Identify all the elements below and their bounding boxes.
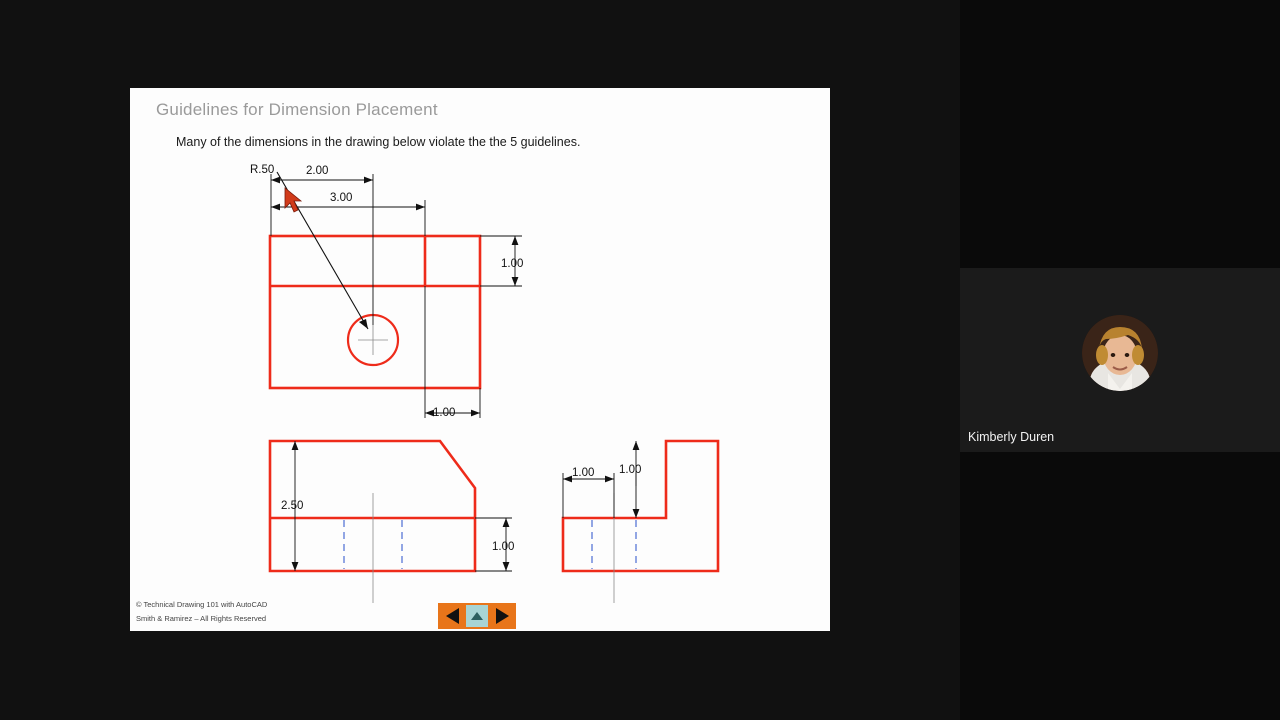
label-dim-3-00: 3.00 [330,192,353,204]
label-dim-2-00: 2.00 [306,165,329,177]
label-dim-1-00-bottom: 1.00 [433,407,456,419]
slide-footer-rights: Smith & Ramirez – All Rights Reserved [136,614,267,623]
label-dim-1-00-side-horizontal: 1.00 [572,467,595,479]
person-avatar-icon [1082,315,1158,391]
next-slide-arrow-icon[interactable] [491,605,513,627]
top-view-geometry [270,236,480,388]
front-view-arrowheads [292,441,510,571]
label-radius: R.50 [250,164,275,176]
side-view-dimensions [563,441,636,518]
slide-title: Guidelines for Dimension Placement [156,100,438,119]
front-view-dimensions [295,441,515,571]
technical-drawing [130,88,830,631]
label-dim-1-00-right: 1.00 [501,258,524,270]
slide-footer-copyright: © Technical Drawing 101 with AutoCAD [136,600,268,609]
side-view-geometry [563,441,718,571]
label-dim-1-00-front: 1.00 [492,541,515,553]
label-dim-1-00-side-vertical: 1.00 [619,464,642,476]
side-view-arrowheads [563,441,642,518]
home-arrow-icon[interactable] [466,605,488,627]
avatar [1082,315,1158,391]
label-dim-2-50: 2.50 [281,500,304,512]
slide-subtitle: Many of the dimensions in the drawing below violate the the 5 guidelines. [176,135,581,149]
previous-slide-arrow-icon[interactable] [441,605,463,627]
presentation-slide [130,88,830,631]
slide-navigation-bar[interactable] [438,603,516,629]
top-view-dimensions [271,174,522,418]
participant-name-label: Kimberly Duren [968,430,1055,444]
